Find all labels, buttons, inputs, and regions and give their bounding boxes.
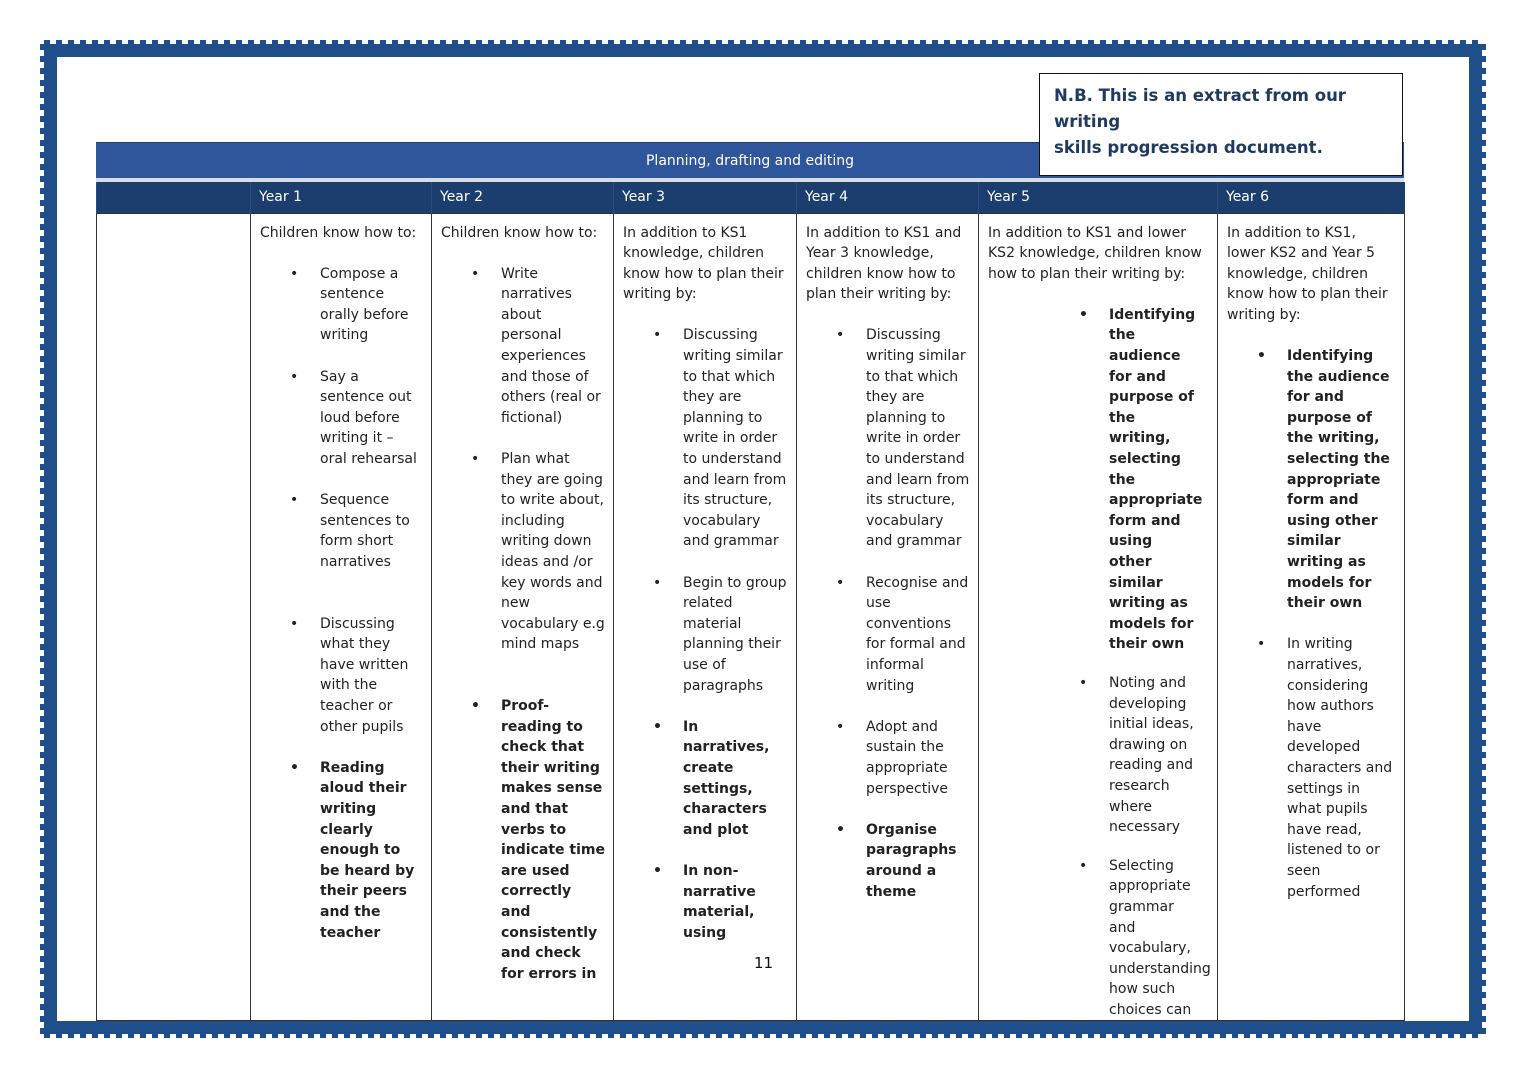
content-row — [97, 213, 1405, 1021]
row-label-cell — [97, 213, 251, 1021]
header-year-4: Year 4 — [797, 182, 979, 213]
year-1-cell — [251, 213, 432, 1021]
year-2-intro: Children know how to: — [441, 224, 598, 241]
header-year-3: Year 3 — [614, 182, 797, 213]
list-item: • Say a sentence out loud before writing it – oral rehearsal — [320, 367, 423, 470]
page-number: 11 — [753, 954, 774, 972]
progression-table — [96, 182, 1405, 1021]
header-year-2: Year 2 — [432, 182, 614, 213]
list-item: • Selecting appropriate grammar and vocabulary, understanding how such choices can — [1109, 856, 1199, 1021]
year-3-intro: In addition to KS1 knowledge, children know how to plan their writing by: — [623, 224, 784, 303]
year-1-list — [260, 264, 423, 943]
year-4-intro: In addition to KS1 and Year 3 knowledge, children know how to plan their writing by: — [806, 224, 962, 303]
note-line-1: N.B. This is an extract from our writing — [1054, 86, 1346, 131]
list-item: • Discussing what they have written with the teacher or other pupils — [320, 614, 423, 738]
list-item: • Identifying the audience for and purpose of the writing, selecting the appropriate form and using other similar writing as models for their own — [1287, 346, 1396, 614]
list-item: • Write narratives about personal experiences and those of others (real or fictional) — [501, 264, 605, 429]
list-item: • Discussing writing similar to that which they are planning to write in order to understand and learn from its structure, vocabulary and grammar — [683, 325, 788, 552]
section-title: Planning, drafting and editing — [645, 153, 855, 169]
list-item: • Organise paragraphs around a theme — [866, 820, 970, 902]
list-item: • Begin to group related material planning their use of paragraphs — [683, 573, 788, 697]
list-item: • Compose a sentence orally before writing — [320, 264, 423, 346]
year-5-cell — [979, 213, 1218, 1021]
year-3-cell — [614, 213, 797, 1021]
year-3-list — [623, 325, 788, 943]
list-item: • In writing narratives, considering how authors have developed characters and settings in what pupils have read, listened to or seen performed — [1287, 634, 1396, 902]
header-year-5: Year 5 — [979, 182, 1218, 213]
year-5-list — [988, 305, 1211, 1021]
list-item: • Plan what they are going to write about, including writing down ideas and /or key words and new vocabulary e.g mind maps — [501, 449, 605, 655]
header-row — [97, 182, 1405, 213]
list-item: • Identifying the audience for and purpose of the writing, selecting the appropriate form and using other similar writing as models for their own — [1109, 305, 1199, 655]
year-6-cell — [1218, 213, 1405, 1021]
list-item: • In non-narrative material, using — [683, 861, 788, 943]
list-item: • In narratives, create settings, characters and plot — [683, 717, 788, 841]
list-item: • Noting and developing initial ideas, drawing on reading and research where necessary — [1109, 673, 1199, 838]
note-box — [1039, 73, 1403, 176]
year-2-list — [441, 264, 605, 985]
list-item: • Adopt and sustain the appropriate perspective — [866, 717, 970, 799]
year-2-cell — [432, 213, 614, 1021]
header-year-1: Year 1 — [251, 182, 432, 213]
year-4-cell — [797, 213, 979, 1021]
note-line-2: skills progression document. — [1054, 138, 1323, 157]
year-6-list — [1227, 346, 1396, 902]
header-empty — [97, 182, 251, 213]
list-item: • Sequence sentences to form short narratives — [320, 490, 423, 572]
list-item: • Proof-reading to check that their writing makes sense and that verbs to indicate time are used correctly and consistently and check for errors in — [501, 696, 605, 984]
list-item: • Discussing writing similar to that which they are planning to write in order to understand and learn from its structure, vocabulary and grammar — [866, 325, 970, 552]
list-item: • Recognise and use conventions for formal and informal writing — [866, 573, 970, 697]
year-1-intro: Children know how to: — [260, 224, 417, 241]
year-6-intro: In addition to KS1, lower KS2 and Year 5 knowledge, children know how to plan their writing by: — [1227, 224, 1388, 323]
year-5-intro: In addition to KS1 and lower KS2 knowledge, children know how to plan their writing by: — [988, 224, 1202, 282]
header-year-6: Year 6 — [1218, 182, 1405, 213]
year-4-list — [806, 325, 970, 902]
list-item: • Reading aloud their writing clearly enough to be heard by their peers and the teacher — [320, 758, 423, 943]
